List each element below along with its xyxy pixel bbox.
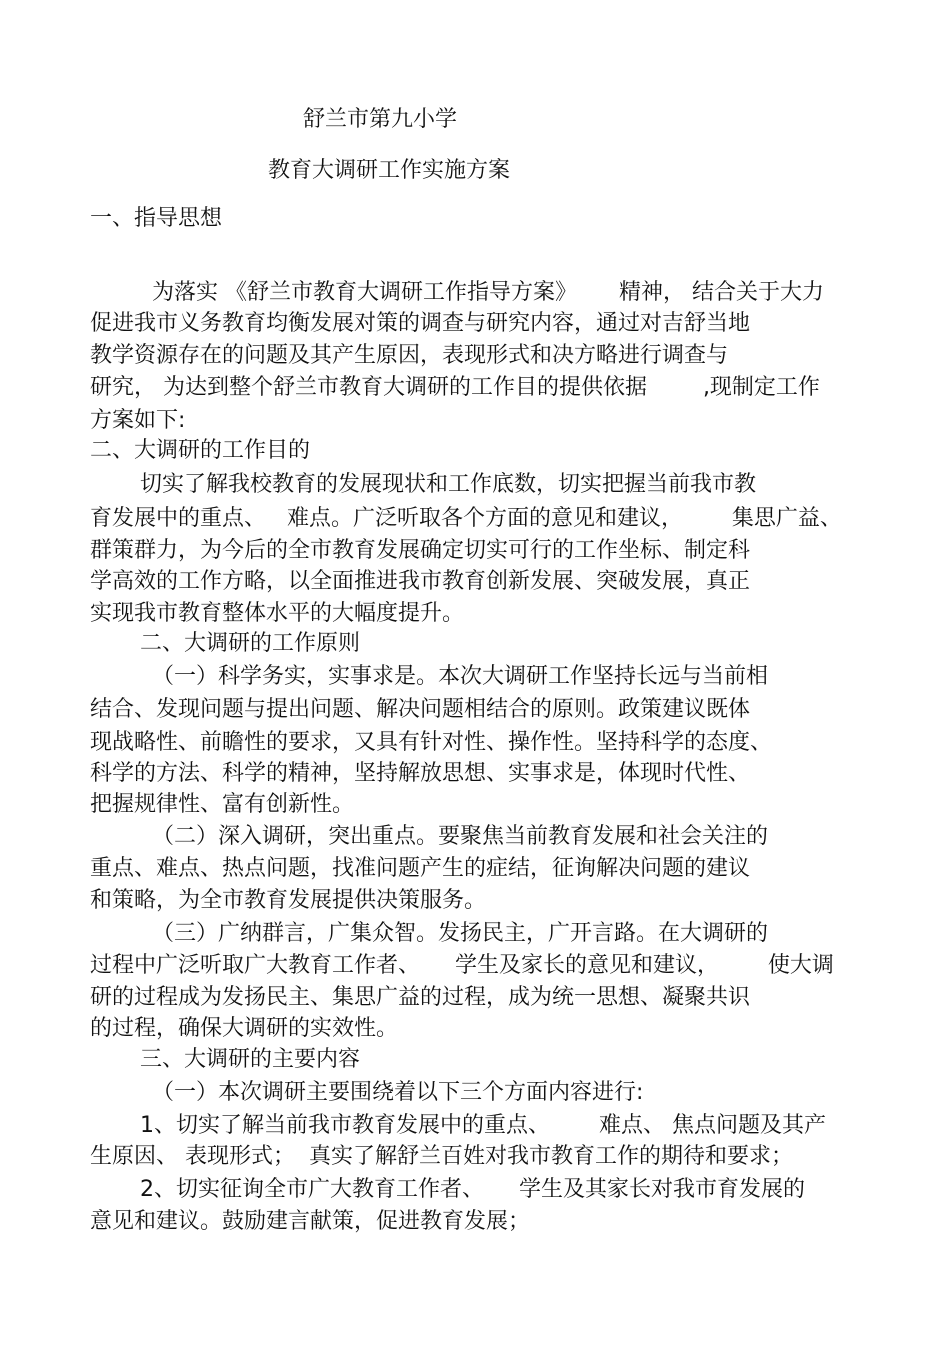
paragraph-line: 为落实 《舒兰市教育大调研工作指导方案》 精神， 结合关于大力 [152,280,824,305]
paragraph-line: 学高效的工作方略，以全面推进我市教育创新发展、突破发展，真正 [90,569,751,594]
paragraph-line: 促进我市义务教育均衡发展对策的调查与研究内容，通过对吉舒当地 [90,311,751,336]
paragraph-line: 群策群力，为今后的全市教育发展确定切实可行的工作坐标、制定科 [90,538,751,563]
paragraph-line: （一）本次调研主要围绕着以下三个方面内容进行: [152,1080,644,1105]
paragraph-line: 过程中广泛听取广大教育工作者、 学生及家长的意见和建议， 使大调 [90,953,834,978]
paragraph-line: 方案如下: [90,408,186,433]
section-heading: 二、大调研的工作目的 [90,438,311,463]
paragraph-line: 的过程，确保大调研的实效性。 [90,1016,399,1041]
paragraph-line: 切实了解我校教育的发展现状和工作底数，切实把握当前我市教 [140,472,757,497]
paragraph-line: 实现我市教育整体水平的大幅度提升。 [90,601,465,626]
section-heading: 一、指导思想 [90,206,223,231]
paragraph-line: 现战略性、前瞻性的要求，又具有针对性、操作性。坚持科学的态度、 [90,730,773,755]
paragraph-line: 生原因、 表现形式； 真实了解舒兰百姓对我市教育工作的期待和要求； [90,1144,793,1169]
section-heading: 二、大调研的工作原则 [140,631,361,656]
paragraph-line: 意见和建议。鼓励建言献策，促进教育发展； [90,1209,531,1234]
paragraph-line: 研究， 为达到整个舒兰市教育大调研的工作目的提供依据 ,现制定工作 [90,375,820,400]
paragraph-line: （二）深入调研，突出重点。要聚焦当前教育发展和社会关注的 [152,824,769,849]
paragraph-line: 教学资源存在的问题及其产生原因，表现形式和决方略进行调查与 [90,343,729,368]
school-title: 舒兰市第九小学 [303,107,458,132]
paragraph-line: （三）广纳群言，广集众智。发扬民主，广开言路。在大调研的 [152,921,769,946]
paragraph-line: 1、切实了解当前我市教育发展中的重点、 难点、 焦点问题及其产 [140,1113,826,1138]
paragraph-line: 2、切实征询全市广大教育工作者、 学生及其家长对我市育发展的 [140,1177,805,1202]
paragraph-line: 和策略，为全市教育发展提供决策服务。 [90,888,487,913]
paragraph-line: 重点、难点、热点问题，找准问题产生的症结，征询解决问题的建议 [90,856,751,881]
paragraph-line: 育发展中的重点、 难点。广泛听取各个方面的意见和建议， 集思广益、 [90,506,842,531]
paragraph-line: 把握规律性、富有创新性。 [90,792,355,817]
paragraph-line: （一）科学务实，实事求是。本次大调研工作坚持长远与当前相 [152,664,769,689]
paragraph-line: 结合、发现问题与提出问题、解决问题相结合的原则。政策建议既体 [90,697,751,722]
section-heading: 三、大调研的主要内容 [140,1047,361,1072]
paragraph-line: 科学的方法、科学的精神，坚持解放思想、实事求是，体现时代性、 [90,761,751,786]
paragraph-line: 研的过程成为发扬民主、集思广益的过程，成为统一思想、凝聚共识 [90,985,751,1010]
plan-title: 教育大调研工作实施方案 [268,158,511,183]
